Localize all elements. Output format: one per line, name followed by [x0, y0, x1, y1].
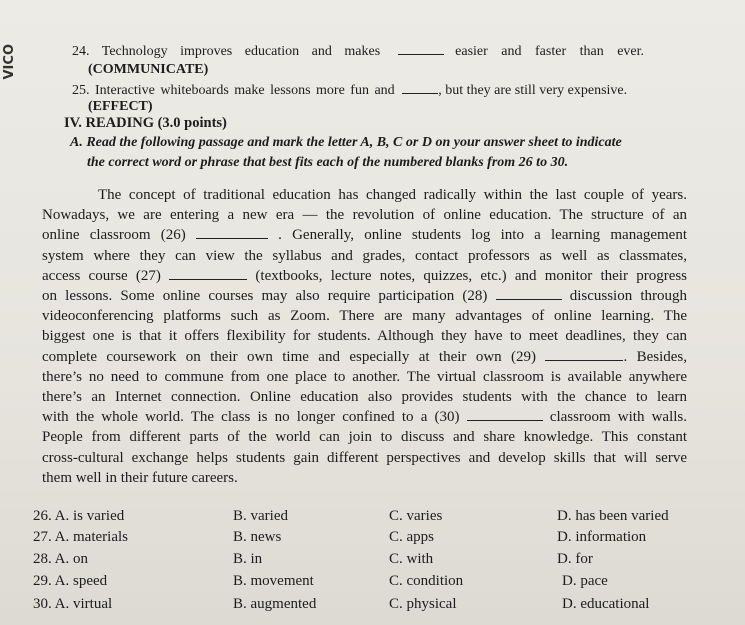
- blank-27: [169, 279, 247, 280]
- q26-option-c: C. varies: [389, 508, 443, 524]
- passage-line: cross-cultural exchange helps students gain different perspectives and develop skills that will serve: [42, 449, 687, 466]
- passage-line: on lessons. Some online courses may also require participation (28) discussion through: [42, 288, 688, 305]
- q29-option-c: C. condition: [389, 573, 464, 589]
- q25-part2: , but they are still very expensive.: [438, 83, 628, 98]
- q30-option-d: D. educational: [562, 596, 650, 612]
- q28-option-a: 28. A. on: [33, 551, 89, 567]
- q24-text: [72, 44, 644, 60]
- q26-option-b: B. varied: [233, 508, 288, 524]
- passage-line: there’s an Internet connection. Online education also provides students with the chance to learn: [42, 389, 687, 406]
- q25-word: (EFFECT): [88, 99, 153, 114]
- passage-line: online classroom (26) . Generally, online students log into a learning management: [42, 227, 688, 244]
- blank-30: [467, 420, 543, 421]
- section-title: IV. READING (3.0 points): [64, 115, 227, 131]
- q30-option-c: C. physical: [389, 596, 457, 612]
- passage-line: The concept of traditional education has changed radically within the last couple of years.: [98, 187, 687, 203]
- instruction-line-2: the correct word or phrase that best fits each of the numbered blanks from 26 to 30.: [87, 155, 569, 170]
- q28-option-d: D. for: [557, 551, 593, 567]
- q27-option-a: 27. A. materials: [33, 529, 128, 545]
- q27-option-d: D. information: [557, 529, 647, 545]
- q29-option-b: B. movement: [233, 573, 314, 589]
- q24-part1: 24. Technology improves education and makes: [72, 44, 381, 59]
- passage-line: People from different parts of the world can join to discuss and share knowledge. This constant: [42, 429, 687, 446]
- q24-blank: [398, 54, 444, 55]
- edge-mark: VICO: [2, 44, 17, 80]
- q25-part1: 25. Interactive whiteboards make lessons more fun and: [72, 83, 395, 98]
- q25-blank: [402, 93, 438, 94]
- q28-option-b: B. in: [233, 551, 263, 567]
- q24-part2: easier and faster than ever.: [455, 44, 645, 59]
- passage-line: complete coursework on their own time and especially at their own (29) . Besides,: [42, 348, 688, 365]
- passage-line: videoconferencing platforms such as Zoom. There are many advantages of online learning. The: [42, 308, 687, 325]
- q29-option-a: 29. A. speed: [33, 573, 108, 589]
- q24-word: (COMMUNICATE): [88, 62, 209, 77]
- q25-text: [72, 83, 627, 99]
- q28-option-c: C. with: [389, 551, 434, 567]
- blank-26: [196, 238, 268, 239]
- instruction-line-1: A. Read the following passage and mark the letter A, B, C or D on your answer sheet to indicate: [70, 135, 622, 150]
- passage-line: there’s no need to commune from one place to another. The virtual classroom is available anywhere: [42, 368, 687, 385]
- q27-option-c: C. apps: [389, 529, 434, 545]
- q27-option-b: B. news: [233, 529, 282, 545]
- reading-passage: [42, 185, 687, 488]
- q30-option-b: B. augmented: [233, 596, 317, 612]
- q29-option-d: D. pace: [562, 573, 608, 589]
- passage-line: Nowadays, we are entering a new era — the revolution of online education. The structure of an: [42, 207, 687, 224]
- q26-option-a: 26. A. is varied: [33, 508, 125, 524]
- q26-option-d: D. has been varied: [557, 508, 669, 524]
- passage-line: system where they can view the syllabus and grades, contact professors as well as classmates,: [42, 247, 687, 264]
- blank-28: [496, 299, 562, 300]
- blank-29: [545, 360, 623, 361]
- passage-line: biggest one is that it offers flexibility for students. Although they have to meet deadlines, they can: [42, 328, 687, 345]
- passage-line: access course (27) (textbooks, lecture notes, quizzes, etc.) and monitor their progress: [42, 267, 688, 284]
- passage-line: them well in their future careers.: [42, 469, 238, 486]
- passage-line: with the whole world. The class is no longer confined to a (30) classroom with walls.: [42, 409, 688, 426]
- q30-option-a: 30. A. virtual: [33, 596, 113, 612]
